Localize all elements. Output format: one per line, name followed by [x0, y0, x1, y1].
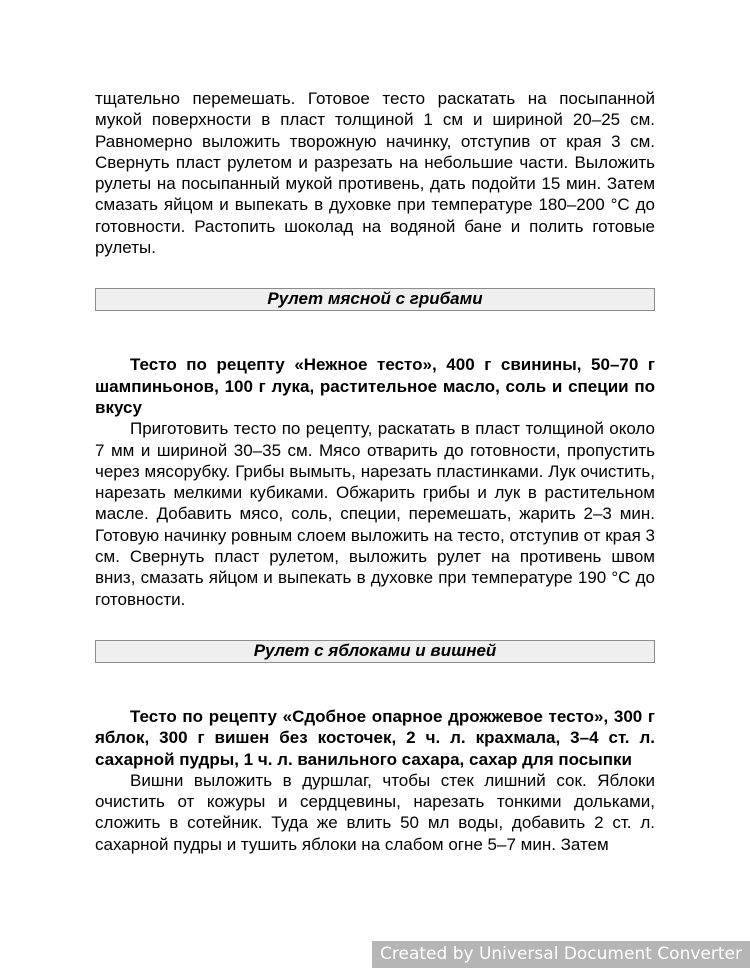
recipe-ingredients-meat-roll: Тесто по рецепту «Нежное тесто», 400 г свинины, 50–70 г шампиньонов, 100 г лука, растительное масло, соль и специи по вкусу — [95, 355, 655, 417]
document-page — [95, 88, 655, 855]
converter-watermark: Created by Universal Document Converter — [372, 941, 750, 968]
recipe-ingredients-apple-cherry-roll: Тесто по рецепту «Сдобное опарное дрожжевое тесто», 300 г яблок, 300 г вишен без косточек, 2 ч. л. крахмала, 3–4 ст. л. сахарной пудры, 1 ч. л. ванильного сахара, сахар для посыпки — [95, 706, 655, 769]
recipe-title-apple-cherry-roll: Рулет с яблоками и вишней — [95, 640, 655, 663]
recipe-title-meat-roll: Рулет мясной с грибами — [95, 288, 655, 311]
recipe-method-apple-cherry-roll: Вишни выложить в дуршлаг, чтобы стек лишний сок. Яблоки очистить от кожуры и сердцевины, нарезать тонкими дольками, сложить в сотейник. Туда же влить 50 мл воды, добавить 2 ст. л. сахарной пудры и тушить яблоки на слабом огне 5–7 мин. Затем — [95, 770, 655, 854]
intro-paragraph: тщательно перемешать. Готовое тесто раскатать на посыпанной мукой поверхности в пласт толщиной 1 см и шириной 20–25 см. Равномерно выложить творожную начинку, отступив от края 3 см. Свернуть пласт рулетом и разрезать на небольшие части. Выложить рулеты на посыпанный мукой противень, дать подойти 15 мин. Затем смазать яйцом и выпекать в духовке при температуре 180–200 °С до готовности. Растопить шоколад на водяной бане и полить готовые рулеты. — [95, 89, 655, 258]
recipe-method-meat-roll: Приготовить тесто по рецепту, раскатать в пласт толщиной около 7 мм и шириной 30–35 см. Мясо отварить до готовности, пропустить через мясорубку. Грибы вымыть, нарезать пластинками. Лук очистить, нарезать мелкими кубиками. Обжарить грибы и лук в растительном масле. Добавить мясо, соль, специи, перемешать, жарить 2–3 мин. Готовую начинку ровным слоем выложить на тесто, отступив от края 3 см. Свернуть пласт рулетом, выложить рулет на противень швом вниз, смазать яйцом и выпекать в духовке при температуре 190 °С до готовности. — [95, 419, 655, 609]
